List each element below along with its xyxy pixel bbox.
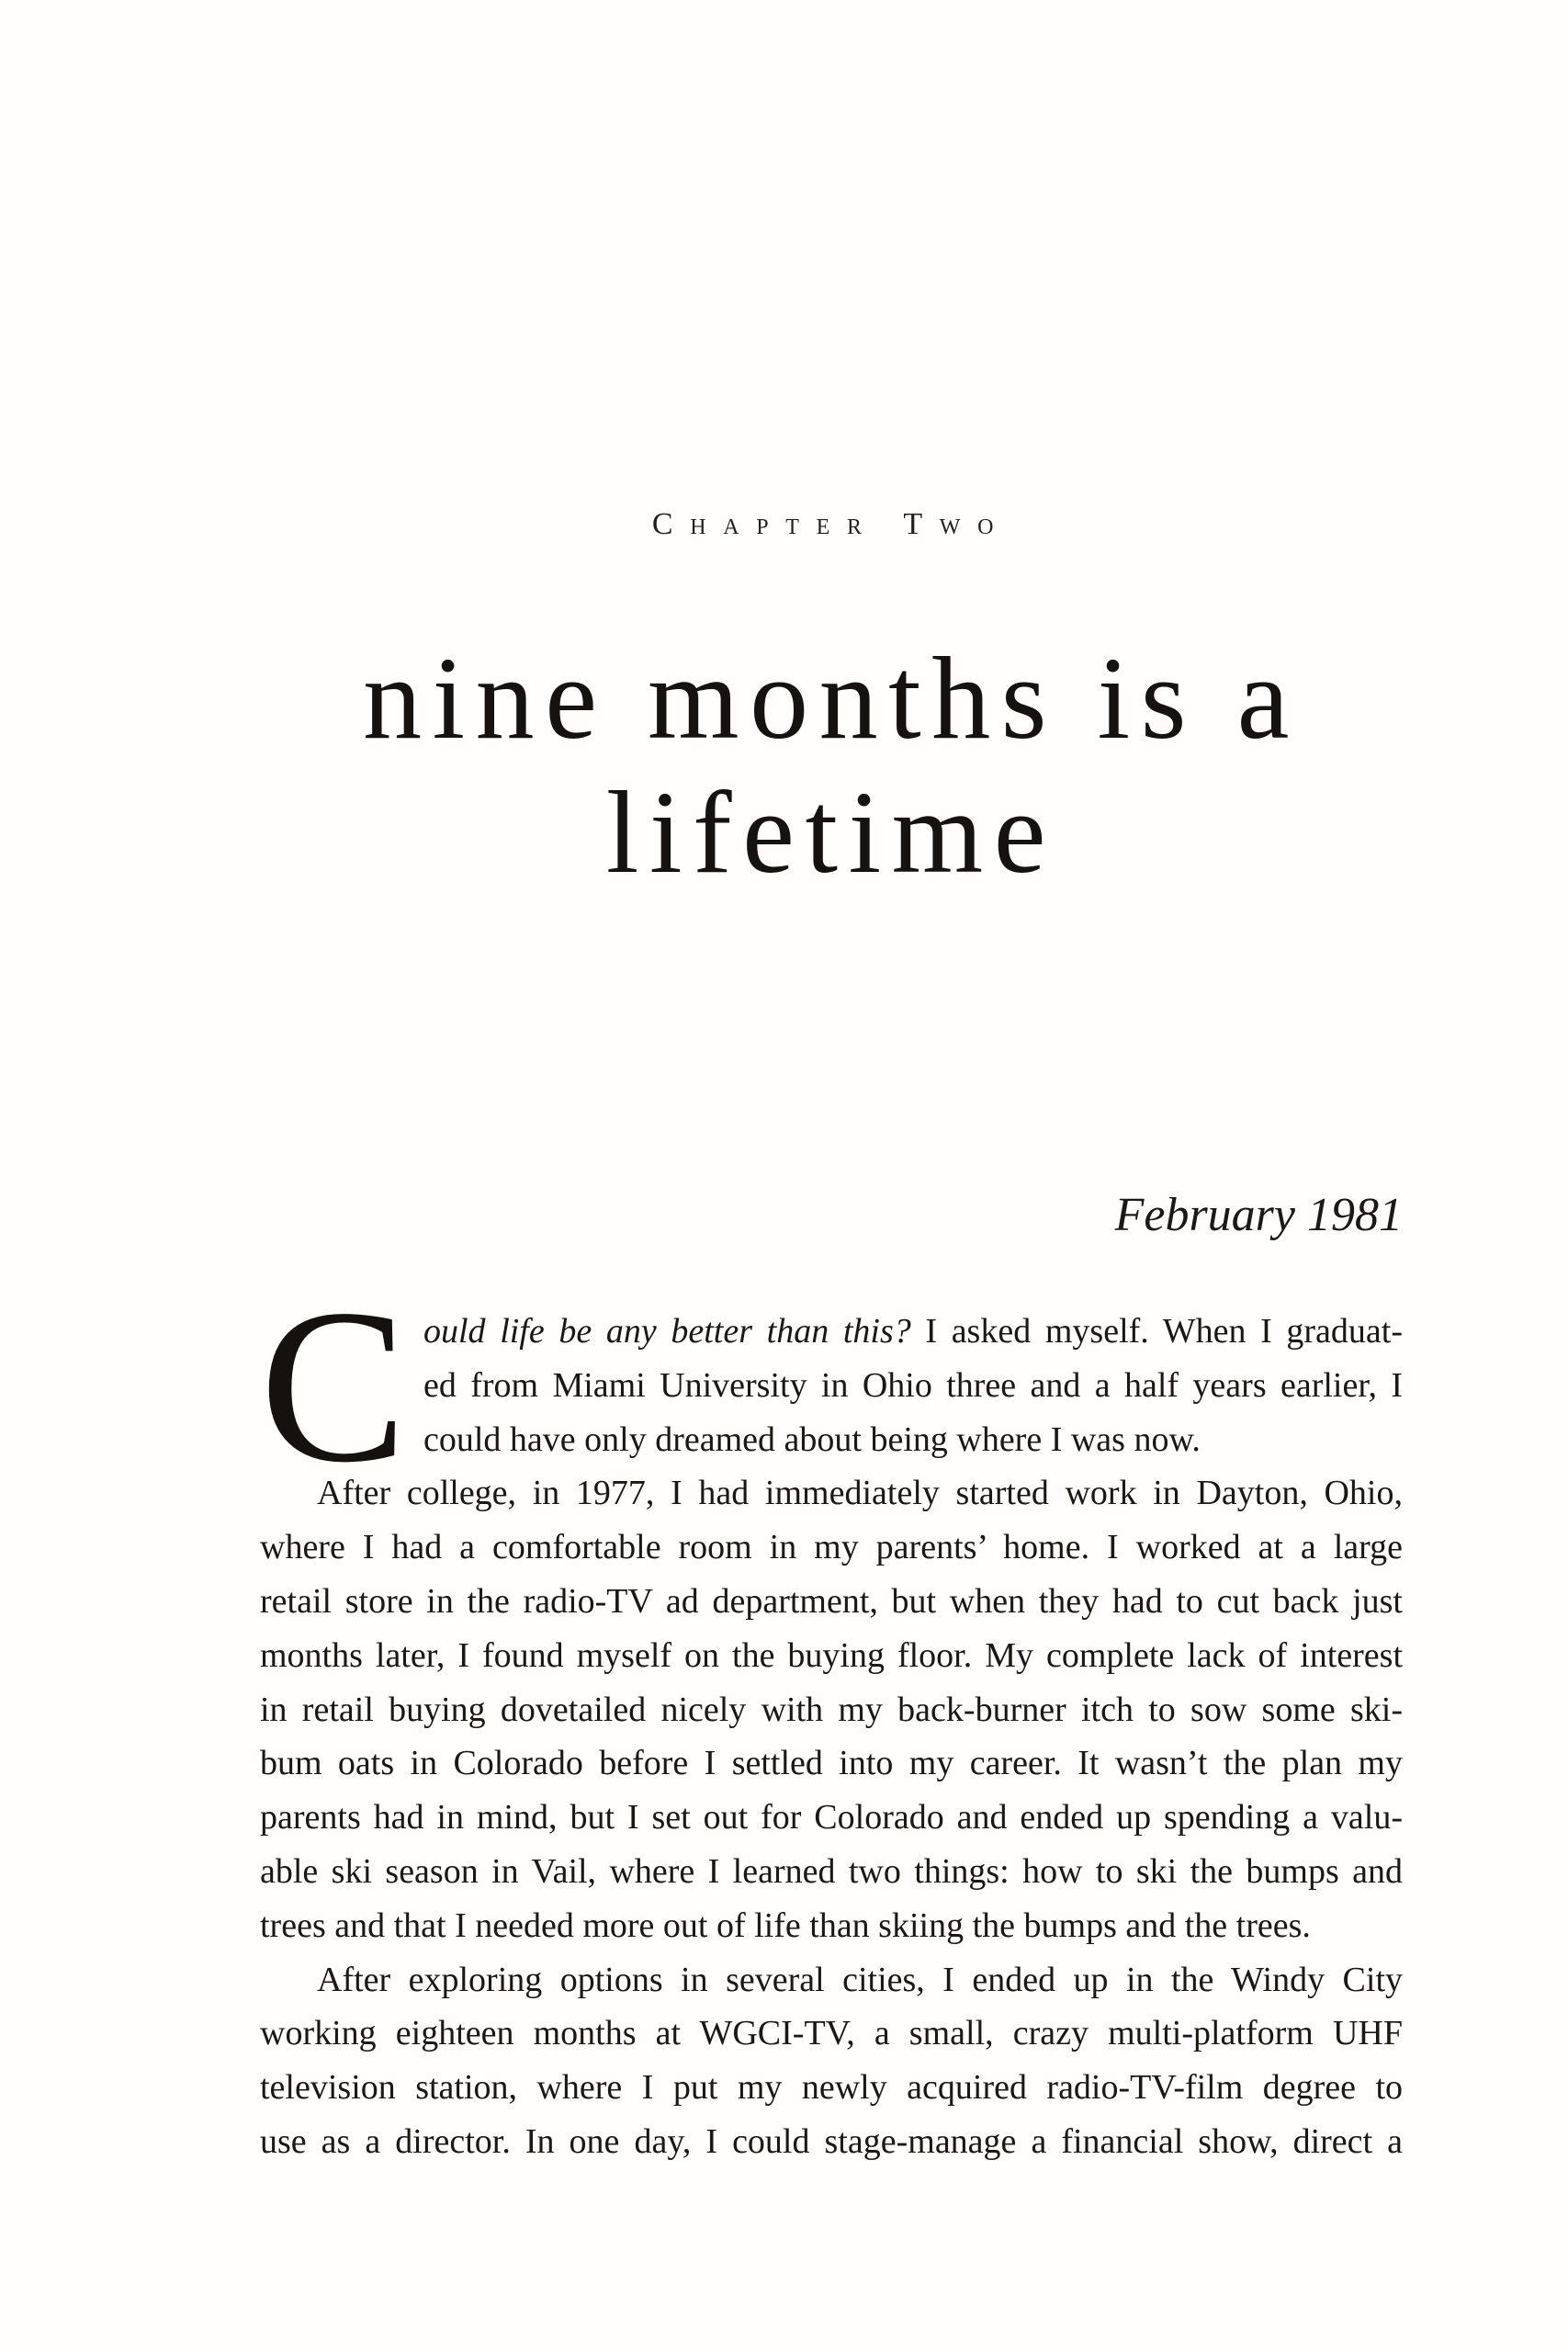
drop-cap: C xyxy=(260,1263,408,1508)
dateline: February 1981 xyxy=(1114,1189,1403,1241)
body-line: ould life be any better than this? I asked myself. When I graduat- xyxy=(423,1312,1403,1351)
body-line: in retail buying dovetailed nicely with my back-burner itch to sow some ski- xyxy=(260,1690,1403,1729)
paragraph xyxy=(260,1953,1403,2169)
body-line: After exploring options in several cities, I ended up in the Windy City xyxy=(317,1960,1403,1999)
body-line: retail store in the radio-TV ad department, but when they had to cut back just xyxy=(260,1581,1403,1621)
chapter-title-line-2: lifetime xyxy=(605,767,1057,898)
paragraph xyxy=(260,1466,1403,1952)
body-line: ed from Miami University in Ohio three and a half years earlier, I xyxy=(423,1365,1403,1405)
body-line: television station, where I put my newly acquired radio-TV-film degree to xyxy=(260,2068,1403,2108)
body-line: use as a director. In one day, I could stage-manage a financial show, direct a xyxy=(260,2121,1403,2161)
body-line: able ski season in Vail, where I learned two things: how to ski the bumps and xyxy=(260,1851,1403,1891)
body-line: could have only dreamed about being where I was now. xyxy=(423,1419,1201,1459)
chapter-title-line-1: nine months is a xyxy=(363,633,1300,763)
italic-lead-in: ould life be any better than this? xyxy=(423,1312,911,1351)
body-line: After college, in 1977, I had immediately started work in Dayton, Ohio, xyxy=(317,1474,1403,1513)
body-line: bum oats in Colorado before I settled into my career. It wasn’t the plan my xyxy=(260,1744,1403,1783)
body-line: parents had in mind, but I set out for Colorado and ended up spending a valu- xyxy=(260,1798,1403,1838)
chapter-heading: Chapter Two xyxy=(651,507,1011,541)
body-paragraphs xyxy=(260,1263,1403,2169)
body-line: months later, I found myself on the buying floor. My complete lack of interest xyxy=(260,1635,1403,1675)
chapter-title xyxy=(260,631,1403,899)
body-line: working eighteen months at WGCI-TV, a small, crazy multi-platform UHF xyxy=(260,2014,1403,2053)
body-line: where I had a comfortable room in my parents’ home. I worked at a large xyxy=(260,1528,1403,1567)
body-line: trees and that I needed more out of life than skiing the bumps and the trees. xyxy=(260,1905,1311,1945)
